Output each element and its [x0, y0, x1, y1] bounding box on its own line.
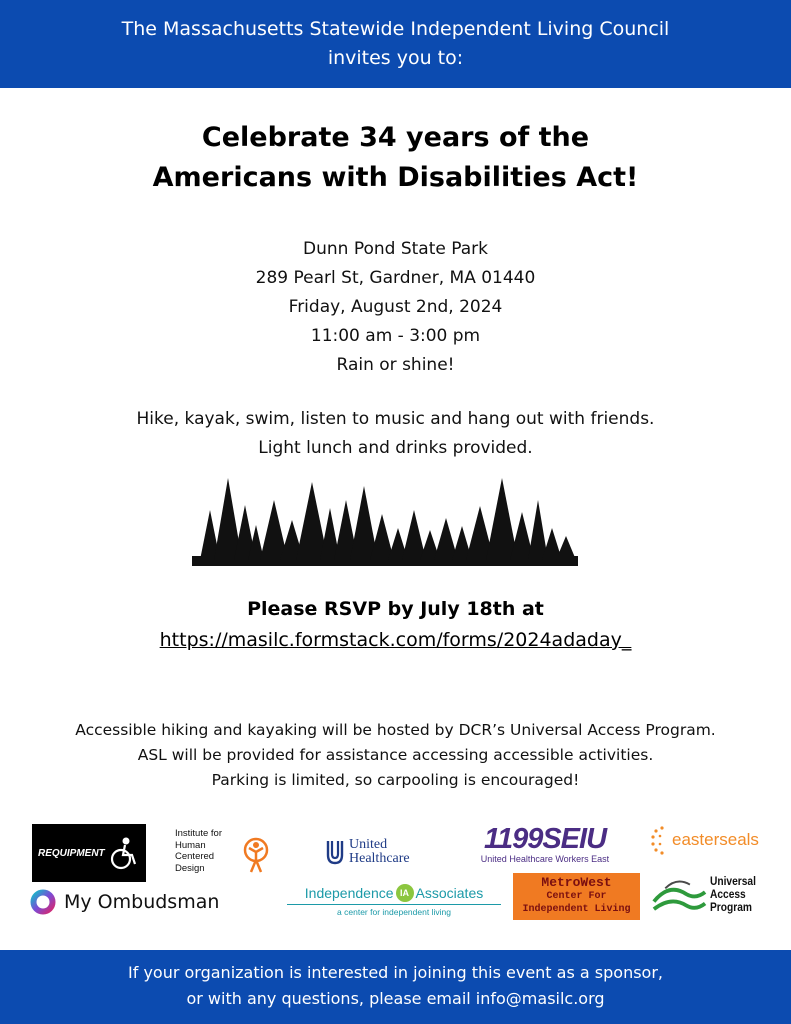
independence-left: Independence [304, 885, 394, 901]
event-venue: Dunn Pond State Park [303, 239, 488, 259]
event-details [0, 235, 791, 380]
notes-line-2: ASL will be provided for assistance accessing accessible activities. [137, 746, 654, 764]
uhc-line-2: Healthcare [349, 851, 410, 866]
rsvp-link[interactable]: https://masilc.formstack.com/forms/2024adaday_ [159, 629, 632, 651]
united-healthcare-logo [326, 834, 436, 870]
forest-silhouette-icon [190, 470, 580, 566]
metrowest-line-3: Independent Living [522, 904, 631, 915]
headline-line-2: Americans with Disabilities Act! [152, 162, 639, 193]
event-weather: Rain or shine! [336, 355, 455, 375]
rsvp-text: Please RSVP by July 18th at [247, 598, 544, 620]
metrowest-logo [513, 873, 640, 920]
requipment-label: REQUIPMENT [38, 847, 105, 859]
ia-badge-icon [396, 884, 414, 902]
event-address: 289 Pearl St, Gardner, MA 01440 [255, 268, 536, 288]
uap-line-2: Access [709, 886, 746, 901]
independence-associates-logo [287, 884, 501, 918]
activities-text [0, 405, 791, 463]
easterseals-label: easterseals [672, 830, 759, 849]
universal-access-program-logo [652, 868, 764, 920]
independence-tag: a center for independent living [337, 907, 451, 917]
headline-line-1: Celebrate 34 years of the [201, 122, 590, 153]
ihcd-line-4: Design [175, 862, 205, 874]
seiu-sub: United Healthcare Workers East [480, 854, 610, 864]
notes-line-1: Accessible hiking and kayaking will be hosted by DCR’s Universal Access Program. [75, 721, 716, 739]
seiu-logo [465, 824, 625, 866]
independence-right: Associates [415, 885, 484, 901]
requipment-logo [32, 824, 146, 882]
uap-line-3: Program [709, 899, 752, 914]
activities-line-1: Hike, kayak, swim, listen to music and hang out with friends. [136, 409, 655, 429]
metrowest-line-1: MetroWest [541, 875, 612, 890]
header-line-1: The Massachusetts Statewide Independent Living Council [121, 18, 670, 40]
ihcd-line-3: Centered [175, 851, 215, 862]
sunburst-icon [650, 822, 670, 858]
activities-line-2: Light lunch and drinks provided. [258, 438, 533, 458]
uap-line-1: Universal [709, 873, 756, 888]
notes-line-3: Parking is limited, so carpooling is encouraged! [211, 771, 580, 789]
seiu-main: 1199SEIU [483, 823, 607, 855]
header-line-2: invites you to: [327, 47, 464, 69]
uhc-line-1: United [349, 837, 388, 852]
easterseals-logo [650, 820, 762, 860]
header-band [0, 0, 791, 88]
footer-line-1: If your organization is interested in joining this event as a sponsor, [128, 963, 663, 982]
ombudsman-label: My Ombudsman [64, 891, 220, 913]
wheelchair-icon [108, 836, 138, 870]
landscape-icon [652, 872, 707, 916]
metrowest-line-2: Center For [546, 891, 607, 902]
accessibility-notes [0, 718, 791, 793]
event-date: Friday, August 2nd, 2024 [288, 297, 503, 317]
footer-line-2: or with any questions, please email info@masilc.org [186, 989, 605, 1008]
uhc-shield-icon [326, 839, 344, 865]
footer-band [0, 950, 791, 1024]
my-ombudsman-logo [30, 886, 260, 918]
independence-divider [287, 904, 501, 905]
ihcd-logo [175, 828, 275, 880]
event-time: 11:00 am - 3:00 pm [310, 326, 481, 346]
ring-icon [30, 889, 56, 915]
ihcd-line-1: Institute for [175, 828, 222, 839]
ihcd-line-2: Human [175, 839, 206, 851]
human-figure-icon [243, 836, 269, 876]
ia-mark: IA [400, 888, 410, 898]
page-title [0, 118, 791, 198]
